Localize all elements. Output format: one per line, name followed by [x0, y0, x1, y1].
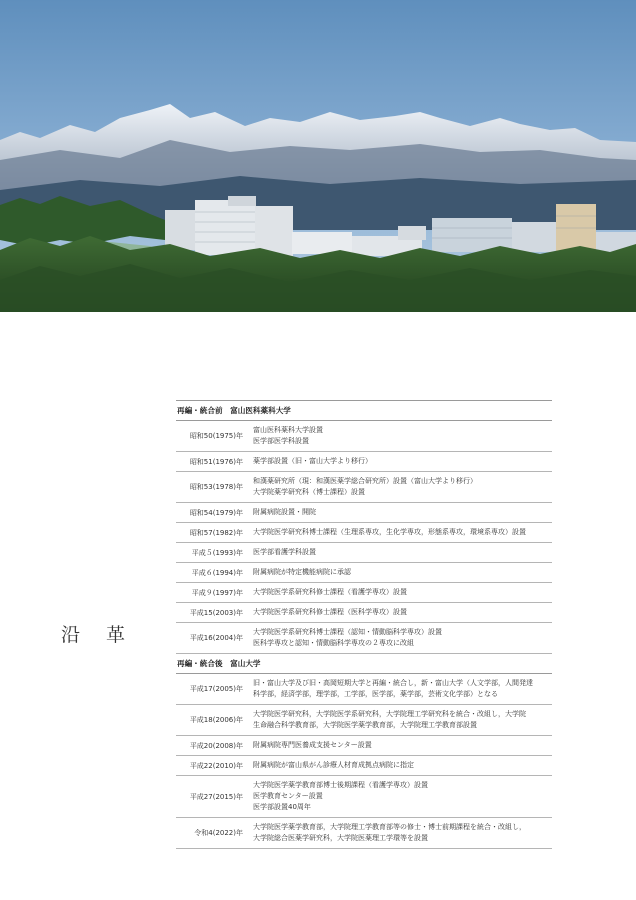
history-era: 平成20(2008)年 — [189, 741, 243, 750]
history-description-line: 科学部，経済学部，理学部，工学部，医学部，薬学部，芸術文化学部）となる — [253, 690, 498, 698]
history-description-line: 大学院医学系研究科博士課程（認知・情動脳科学専攻）設置 — [253, 628, 442, 636]
history-description-line: 附属病院が富山県がん診療人材育成拠点病院に指定 — [253, 761, 414, 769]
history-description-line: 医科学専攻と認知・情動脳科学専攻の２専攻に改組 — [253, 639, 414, 647]
history-era: 平成16(2004)年 — [189, 634, 243, 642]
history-era: 平成17(2005)年 — [189, 685, 243, 693]
history-description — [253, 507, 552, 518]
history-description — [253, 456, 552, 467]
history-row — [176, 776, 552, 818]
history-era: 令和4(2022)年 — [194, 829, 243, 837]
history-era: 昭和50(1975)年 — [189, 432, 243, 440]
history-description-line: 生命融合科学教育部，大学院医学薬学教育部，大学院理工学教育部設置 — [253, 721, 477, 729]
history-era: 平成９(1997)年 — [191, 588, 243, 597]
history-description-line: 大学院医学薬学教育部博士後期課程（看護学専攻）設置 — [253, 781, 428, 789]
history-row — [176, 705, 552, 736]
section-heading: 再編・統合前 富山医科薬科大学 — [176, 401, 552, 421]
history-description-line: 医学教育センター設置 — [253, 792, 323, 800]
history-description-line: 医学部設置40周年 — [253, 803, 311, 811]
history-description-line: 医学部看護学科設置 — [253, 548, 316, 556]
history-description-line: 大学院医学薬学教育部，大学院理工学教育部等の修士・博士前期課程を統合・改組し， — [253, 823, 526, 831]
history-era: 昭和51(1976)年 — [189, 457, 243, 466]
history-era: 平成22(2010)年 — [189, 761, 243, 770]
history-description — [253, 476, 552, 498]
history-era: 昭和57(1982)年 — [189, 528, 243, 537]
history-row — [176, 503, 552, 523]
history-description-line: 大学院医学研究科博士課程（生理系専攻，生化学専攻，形態系専攻，環境系専攻）設置 — [253, 528, 526, 536]
campus-mountain-photo — [0, 0, 636, 312]
history-description-line: 大学院総合医薬学研究科，大学院医薬理工学環等を設置 — [253, 834, 428, 842]
history-row — [176, 603, 552, 623]
history-description-line: 旧・富山大学及び旧・高岡短期大学と再編・統合し，新・富山大学（人文学部，人間発達 — [253, 679, 533, 687]
history-row — [176, 583, 552, 603]
history-description-line: 附属病院が特定機能病院に承認 — [253, 568, 351, 576]
history-description-line: 和漢薬研究所（現：和漢医薬学総合研究所）設置（富山大学より移行） — [253, 477, 477, 485]
history-era: 平成15(2003)年 — [189, 608, 243, 617]
history-description — [253, 780, 552, 813]
page-title: 沿 革 — [61, 624, 136, 646]
history-era: 平成27(2015)年 — [189, 792, 243, 801]
history-description-line: 大学院医学系研究科修士課程（医科学専攻）設置 — [253, 608, 407, 616]
history-row — [176, 543, 552, 563]
history-era: 昭和54(1979)年 — [189, 508, 243, 517]
history-row — [176, 756, 552, 776]
history-description — [253, 567, 552, 578]
history-row — [176, 674, 552, 705]
history-description — [253, 425, 552, 447]
history-description — [253, 527, 552, 538]
section-heading: 再編・統合後 富山大学 — [176, 654, 552, 674]
history-description — [253, 627, 552, 649]
history-row — [176, 523, 552, 543]
history-table — [176, 400, 552, 849]
history-description — [253, 740, 552, 751]
history-description-line: 薬学部設置（旧・富山大学より移行） — [253, 457, 372, 465]
history-description-line: 大学院医学研究科，大学院医学系研究科，大学院理工学研究科を統合・改組し，大学院 — [253, 710, 526, 718]
history-era: 昭和53(1978)年 — [189, 483, 243, 491]
history-description-line: 医学部医学科設置 — [253, 437, 309, 445]
history-description — [253, 587, 552, 598]
history-description-line: 大学院医学系研究科修士課程（看護学専攻）設置 — [253, 588, 407, 596]
history-era: 平成５(1993)年 — [191, 548, 243, 557]
history-era: 平成６(1994)年 — [191, 568, 243, 577]
history-row — [176, 563, 552, 583]
history-row — [176, 472, 552, 503]
history-row — [176, 452, 552, 472]
history-description-line: 大学院薬学研究科（博士課程）設置 — [253, 488, 365, 496]
history-description-line: 富山医科薬科大学設置 — [253, 426, 323, 434]
history-description — [253, 760, 552, 771]
history-era: 平成18(2006)年 — [189, 716, 243, 724]
history-row — [176, 623, 552, 654]
history-description-line: 附属病院設置・開院 — [253, 508, 316, 516]
history-description — [253, 607, 552, 618]
history-row — [176, 736, 552, 756]
history-description-line: 附属病院専門医養成支援センター設置 — [253, 741, 372, 749]
history-row — [176, 818, 552, 849]
history-description — [253, 678, 552, 700]
history-description — [253, 547, 552, 558]
history-row — [176, 421, 552, 452]
history-description — [253, 709, 552, 731]
history-description — [253, 822, 552, 844]
